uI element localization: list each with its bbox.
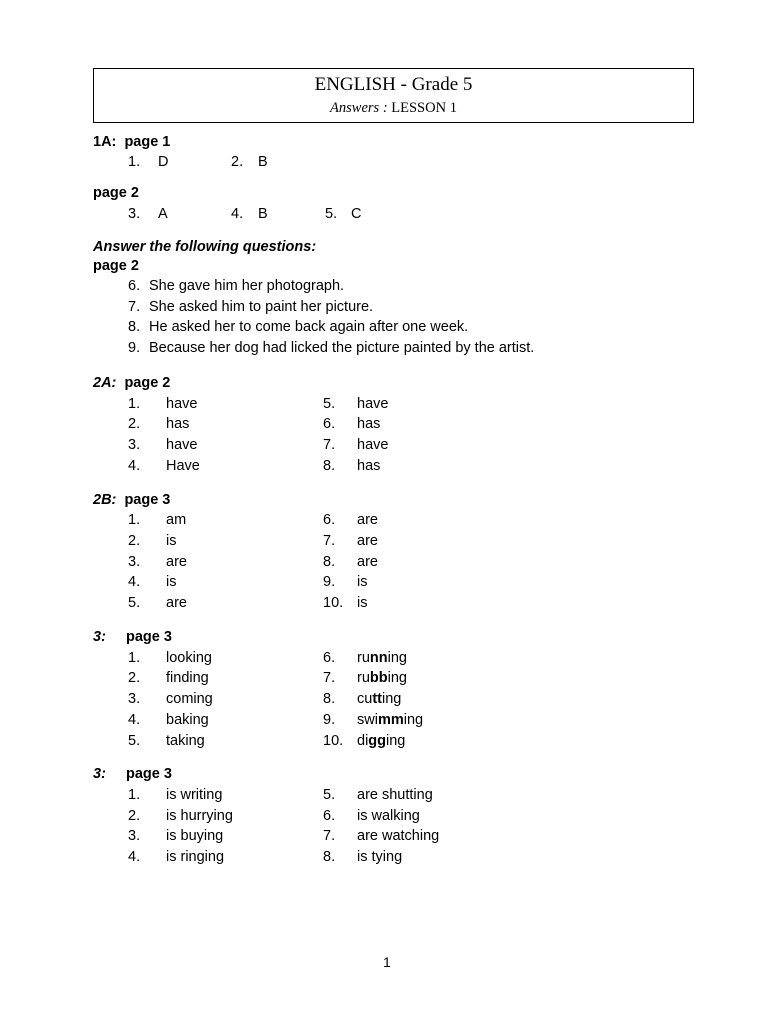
- answer-num: 2.: [128, 533, 141, 549]
- answer-num: 3.: [128, 828, 141, 844]
- answer-num: 6.: [323, 650, 336, 666]
- answer-num: 3.: [128, 691, 141, 707]
- answer-value: are: [357, 533, 378, 549]
- section-page-heading: page 2: [93, 185, 139, 201]
- answer-value: Have: [166, 458, 200, 474]
- answer-num: 5.: [325, 206, 338, 222]
- answer-num: 9.: [323, 712, 336, 728]
- answer-num: 7.: [323, 437, 336, 453]
- answer-num: 1.: [128, 396, 141, 412]
- answer-value: are: [357, 554, 378, 570]
- answer-value: D: [158, 154, 169, 170]
- answer-num: 3.: [128, 554, 141, 570]
- answer-value: are shutting: [357, 787, 433, 803]
- answer-value: B: [258, 154, 268, 170]
- answer-value: finding: [166, 670, 209, 686]
- answer-value: are: [166, 554, 187, 570]
- answer-num: 9.: [323, 574, 336, 590]
- answer-num: 8.: [323, 554, 336, 570]
- question-num: 9.: [128, 340, 141, 356]
- answer-num: 2.: [128, 416, 141, 432]
- answer-num: 7.: [323, 828, 336, 844]
- answer-value: is: [357, 595, 368, 611]
- answer-value: B: [258, 206, 268, 222]
- section-3b-page: page 3: [126, 766, 172, 782]
- section-page: page 3: [124, 492, 171, 508]
- answer-value: has: [166, 416, 190, 432]
- answer-value: cutting: [357, 691, 402, 707]
- answer-value: has: [357, 416, 381, 432]
- answer-value: has: [357, 458, 381, 474]
- question-answer: He asked her to come back again after one week.: [149, 319, 469, 335]
- question-answer: She asked him to paint her picture.: [149, 299, 374, 315]
- answer-value: is buying: [166, 828, 224, 844]
- answer-num: 8.: [323, 691, 336, 707]
- answer-num: 7.: [323, 533, 336, 549]
- questions-heading: Answer the following questions:: [93, 239, 317, 255]
- answer-num: 4.: [231, 206, 244, 222]
- answer-value: coming: [166, 691, 213, 707]
- section-page: page 2: [124, 375, 171, 391]
- answer-num: 2.: [128, 808, 141, 824]
- answer-value: have: [357, 437, 389, 453]
- answer-num: 1.: [128, 512, 141, 528]
- answer-num: 10.: [323, 595, 344, 611]
- section-1a-heading: [93, 135, 170, 150]
- answer-value: have: [357, 396, 389, 412]
- answer-num: 1.: [128, 787, 141, 803]
- answer-value: is ringing: [166, 849, 225, 865]
- answer-num: 4.: [128, 458, 141, 474]
- answer-num: 6.: [323, 808, 336, 824]
- section-2b-heading: [93, 493, 170, 508]
- answer-value: rubbing: [357, 670, 407, 686]
- answer-num: 5.: [323, 787, 336, 803]
- section-2a-heading: [93, 376, 170, 391]
- answer-value: taking: [166, 733, 205, 749]
- question-answer: She gave him her photograph.: [149, 278, 345, 294]
- answer-value: looking: [166, 650, 212, 666]
- answer-num: 1.: [128, 650, 141, 666]
- answer-num: 5.: [128, 733, 141, 749]
- answer-value: is hurrying: [166, 808, 233, 824]
- answer-value: are: [357, 512, 378, 528]
- answer-num: 10.: [323, 733, 344, 749]
- section-3a-label: 3:: [93, 629, 106, 645]
- section-page: page 1: [124, 134, 171, 150]
- answer-value: am: [166, 512, 187, 528]
- answer-num: 3.: [128, 206, 141, 222]
- answer-value: A: [158, 206, 168, 222]
- document-title: ENGLISH - Grade 5: [314, 74, 473, 95]
- header-box: [93, 68, 694, 123]
- answer-num: 7.: [323, 670, 336, 686]
- lesson-label: LESSON 1: [391, 100, 457, 116]
- question-num: 6.: [128, 278, 141, 294]
- answer-num: 5.: [323, 396, 336, 412]
- answer-num: 8.: [323, 458, 336, 474]
- answer-value: baking: [166, 712, 209, 728]
- answer-num: 2.: [231, 154, 244, 170]
- section-label: 2A:: [93, 375, 117, 391]
- answer-value: are watching: [357, 828, 440, 844]
- answer-num: 6.: [323, 512, 336, 528]
- section-label: 2B:: [93, 492, 117, 508]
- page-number: 1: [383, 954, 391, 970]
- answer-value: is writing: [166, 787, 223, 803]
- answer-value: have: [166, 437, 198, 453]
- answer-num: 2.: [128, 670, 141, 686]
- answer-num: 3.: [128, 437, 141, 453]
- answer-value: are: [166, 595, 187, 611]
- answer-num: 6.: [323, 416, 336, 432]
- answer-value: is tying: [357, 849, 403, 865]
- answers-label: Answers :: [330, 100, 388, 116]
- answer-value: digging: [357, 733, 406, 749]
- answer-num: 1.: [128, 154, 141, 170]
- section-3a-page: page 3: [126, 629, 172, 645]
- section-label: 1A:: [93, 134, 117, 150]
- section-3b-label: 3:: [93, 766, 106, 782]
- questions-page: page 2: [93, 258, 139, 274]
- answer-value: running: [357, 650, 407, 666]
- question-answer: Because her dog had licked the picture painted by the artist.: [149, 340, 535, 356]
- document-subtitle: [94, 101, 693, 116]
- answer-num: 8.: [323, 849, 336, 865]
- answer-value: C: [351, 206, 362, 222]
- question-num: 8.: [128, 319, 141, 335]
- answer-value: have: [166, 396, 198, 412]
- answer-num: 4.: [128, 574, 141, 590]
- question-num: 7.: [128, 299, 141, 315]
- answer-value: swimming: [357, 712, 424, 728]
- answer-value: is: [166, 533, 177, 549]
- answer-value: is walking: [357, 808, 420, 824]
- answer-num: 4.: [128, 849, 141, 865]
- answer-num: 4.: [128, 712, 141, 728]
- answer-value: is: [166, 574, 177, 590]
- answer-value: is: [357, 574, 368, 590]
- answer-num: 5.: [128, 595, 141, 611]
